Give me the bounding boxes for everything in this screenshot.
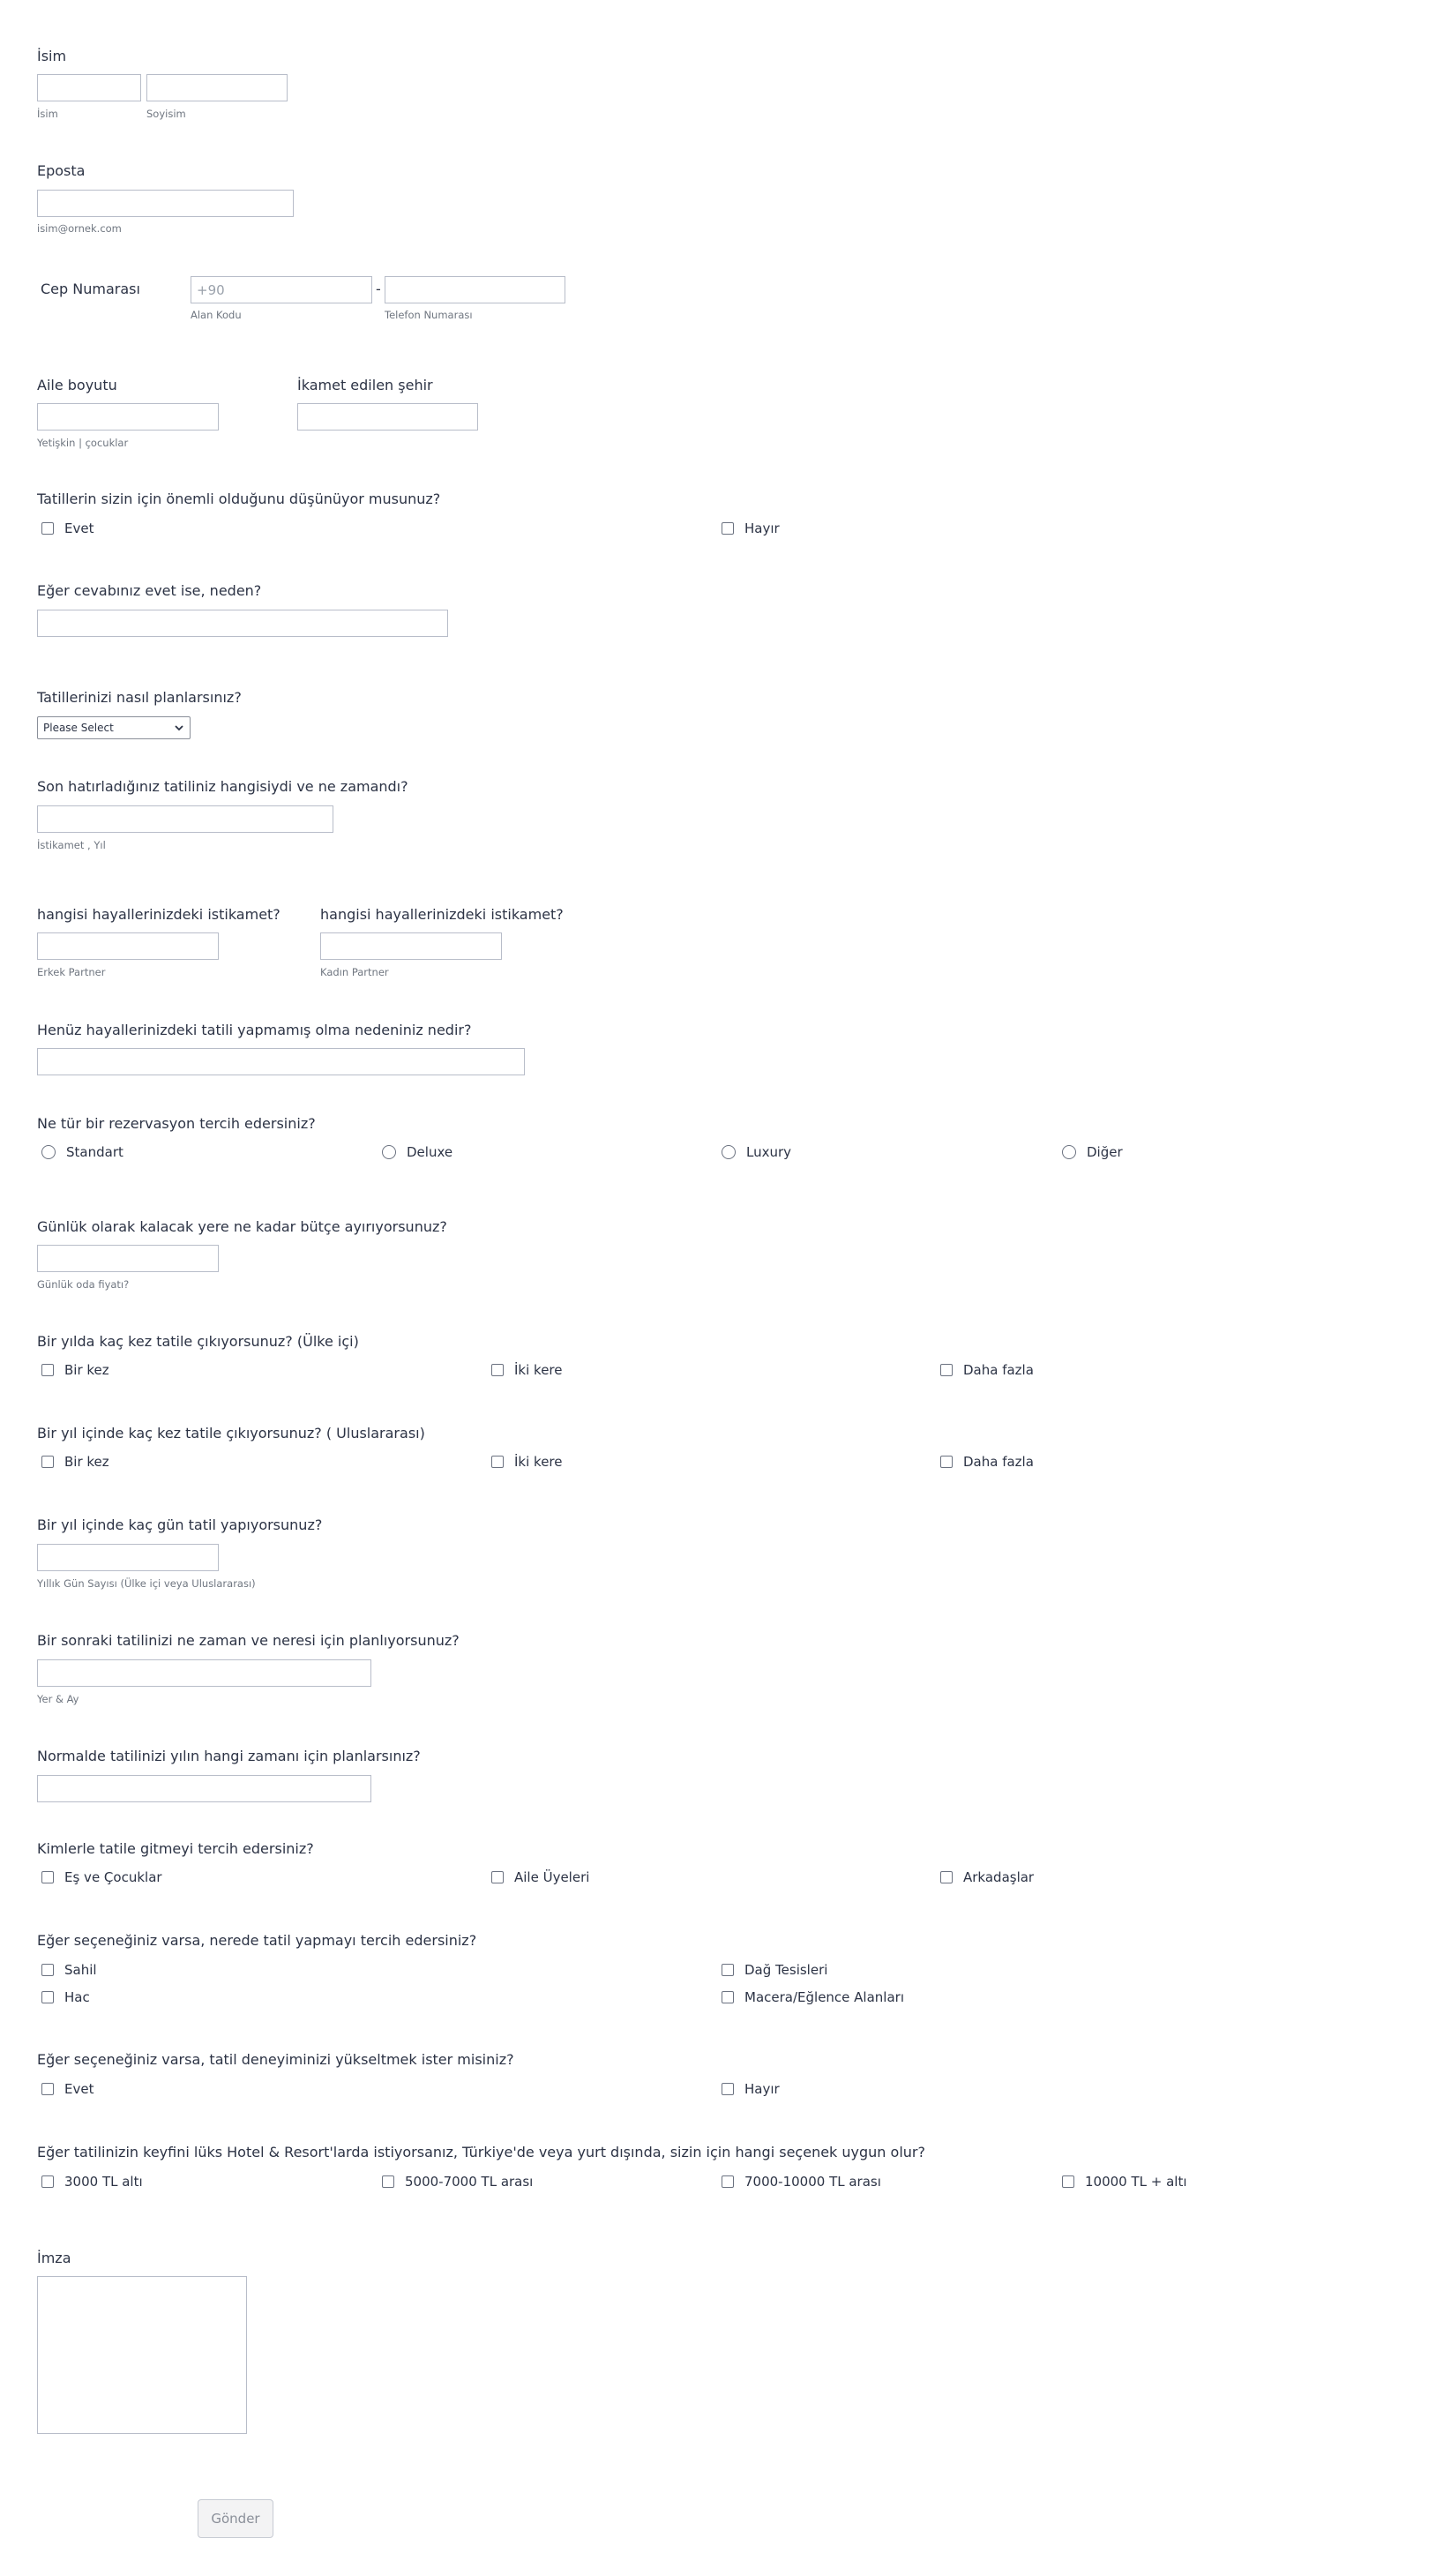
phone-area-code-input[interactable] (191, 276, 372, 303)
signature-pad[interactable] (37, 2276, 247, 2434)
important-option-yes[interactable]: Evet (41, 519, 93, 538)
plan-select-value: Please Select (43, 722, 114, 734)
submit-button[interactable]: Gönder (198, 2499, 273, 2538)
checkbox-icon[interactable] (41, 1991, 54, 2003)
dream-male-input[interactable] (37, 932, 219, 960)
checkbox-icon[interactable] (940, 1456, 953, 1468)
budget-input[interactable] (37, 1245, 219, 1272)
radio-icon[interactable] (382, 1145, 396, 1159)
checkbox-icon[interactable] (722, 2083, 734, 2095)
domestic-option-once[interactable]: Bir kez (41, 1360, 109, 1380)
signature-label: İmza (37, 2250, 71, 2266)
upgrade-option-yes[interactable]: Evet (41, 2079, 93, 2099)
first-name-input[interactable] (37, 74, 141, 101)
international-question-label: Bir yıl içinde kaç kez tatile çıkıyorsunuz? ( Uluslararası) (37, 1425, 425, 1442)
luxury-option-7000-10000[interactable]: 7000-10000 TL arası (722, 2172, 881, 2191)
reservation-option-other[interactable]: Diğer (1062, 1142, 1123, 1162)
dream-female-input[interactable] (320, 932, 502, 960)
checkbox-icon[interactable] (41, 2083, 54, 2095)
reason-input[interactable] (37, 1048, 525, 1075)
dream-female-sublabel: Kadın Partner (320, 966, 389, 978)
email-field[interactable] (37, 190, 294, 217)
domestic-option-twice[interactable]: İki kere (491, 1360, 563, 1380)
family-size-input[interactable] (37, 403, 219, 431)
next-vacation-label: Bir sonraki tatilinizi ne zaman ve neresi için planlıyorsunuz? (37, 1632, 460, 1649)
plan-question-label: Tatillerinizi nasıl planlarsınız? (37, 689, 242, 706)
where-question-label: Eğer seçeneğiniz varsa, nerede tatil yapmayı tercih edersiniz? (37, 1932, 477, 1949)
companions-option-family[interactable]: Aile Üyeleri (491, 1868, 589, 1887)
international-option-once[interactable]: Bir kez (41, 1452, 109, 1471)
upgrade-option-no[interactable]: Hayır (722, 2079, 780, 2099)
checkbox-icon[interactable] (1062, 2175, 1074, 2188)
email-sublabel: isim@ornek.com (37, 222, 122, 235)
days-input[interactable] (37, 1544, 219, 1571)
name-label: İsim (37, 48, 67, 64)
season-question-label: Normalde tatilinizi yılın hangi zamanı için planlarsınız? (37, 1748, 421, 1764)
where-option-adventure[interactable]: Macera/Eğlence Alanları (722, 1988, 904, 2007)
important-option-no[interactable]: Hayır (722, 519, 780, 538)
checkbox-icon[interactable] (722, 2175, 734, 2188)
where-option-mountain[interactable]: Dağ Tesisleri (722, 1960, 827, 1980)
checkbox-icon[interactable] (722, 1991, 734, 2003)
checkbox-icon[interactable] (41, 2175, 54, 2188)
luxury-question-label: Eğer tatilinizin keyfini lüks Hotel & Resort'larda istiyorsanız, Türkiye'de veya yurt dışında, sizin için hangi seçenek uygun olur? (37, 2144, 925, 2160)
last-name-input[interactable] (146, 74, 288, 101)
checkbox-icon[interactable] (940, 1364, 953, 1376)
days-question-label: Bir yıl içinde kaç gün tatil yapıyorsunuz? (37, 1516, 323, 1533)
reservation-option-standart[interactable]: Standart (41, 1142, 123, 1162)
where-option-pilgrimage[interactable]: Hac (41, 1988, 90, 2007)
phone-number-sublabel: Telefon Numarası (385, 309, 473, 321)
checkbox-icon[interactable] (491, 1871, 504, 1883)
radio-icon[interactable] (722, 1145, 736, 1159)
checkbox-icon[interactable] (722, 1964, 734, 1976)
family-size-sublabel: Yetişkin | çocuklar (37, 437, 129, 449)
phone-dash: - (376, 281, 381, 297)
city-label: İkamet edilen şehir (297, 377, 433, 393)
first-name-sublabel: İsim (37, 108, 58, 120)
city-input[interactable] (297, 403, 478, 431)
why-question-label: Eğer cevabınız evet ise, neden? (37, 582, 262, 599)
reason-question-label: Henüz hayallerinizdeki tatili yapmamış olma nedeniniz nedir? (37, 1022, 472, 1038)
checkbox-icon[interactable] (41, 1964, 54, 1976)
last-vacation-input[interactable] (37, 805, 333, 833)
domestic-question-label: Bir yılda kaç kez tatile çıkıyorsunuz? (Ülke içi) (37, 1333, 359, 1350)
checkbox-icon[interactable] (41, 1871, 54, 1883)
companions-option-friends[interactable]: Arkadaşlar (940, 1868, 1034, 1887)
reservation-option-luxury[interactable]: Luxury (722, 1142, 791, 1162)
chevron-down-icon (174, 723, 184, 733)
checkbox-icon[interactable] (491, 1456, 504, 1468)
luxury-option-10000-plus[interactable]: 10000 TL + altı (1062, 2172, 1187, 2191)
budget-sublabel: Günlük oda fiyatı? (37, 1278, 130, 1291)
luxury-option-5000-7000[interactable]: 5000-7000 TL arası (382, 2172, 533, 2191)
dream-male-sublabel: Erkek Partner (37, 966, 106, 978)
luxury-option-under-3000[interactable]: 3000 TL altı (41, 2172, 143, 2191)
family-size-label: Aile boyutu (37, 377, 117, 393)
international-option-twice[interactable]: İki kere (491, 1452, 563, 1471)
phone-label: Cep Numarası (41, 281, 140, 297)
why-input[interactable] (37, 610, 448, 637)
checkbox-icon[interactable] (491, 1364, 504, 1376)
dream-male-label: hangisi hayallerinizdeki istikamet? (37, 906, 280, 923)
email-label: Eposta (37, 162, 86, 179)
phone-number-input[interactable] (385, 276, 565, 303)
phone-area-sublabel: Alan Kodu (191, 309, 242, 321)
important-question-label: Tatillerin sizin için önemli olduğunu düşünüyor musunuz? (37, 490, 441, 507)
checkbox-icon[interactable] (722, 522, 734, 535)
last-name-sublabel: Soyisim (146, 108, 186, 120)
last-vacation-sublabel: İstikamet , Yıl (37, 839, 106, 851)
companions-option-spouse-kids[interactable]: Eş ve Çocuklar (41, 1868, 162, 1887)
next-vacation-input[interactable] (37, 1659, 371, 1687)
last-vacation-label: Son hatırladığınız tatiliniz hangisiydi ve ne zamandı? (37, 778, 408, 795)
checkbox-icon[interactable] (382, 2175, 394, 2188)
checkbox-icon[interactable] (41, 1364, 54, 1376)
upgrade-question-label: Eğer seçeneğiniz varsa, tatil deneyiminizi yükseltmek ister misiniz? (37, 2051, 514, 2068)
next-vacation-sublabel: Yer & Ay (37, 1693, 79, 1705)
international-option-more[interactable]: Daha fazla (940, 1452, 1034, 1471)
budget-question-label: Günlük olarak kalacak yere ne kadar bütçe ayırıyorsunuz? (37, 1218, 447, 1235)
domestic-option-more[interactable]: Daha fazla (940, 1360, 1034, 1380)
radio-icon[interactable] (41, 1145, 56, 1159)
reservation-question-label: Ne tür bir rezervasyon tercih edersiniz? (37, 1115, 316, 1132)
where-option-beach[interactable]: Sahil (41, 1960, 97, 1980)
checkbox-icon[interactable] (940, 1871, 953, 1883)
companions-question-label: Kimlerle tatile gitmeyi tercih edersiniz? (37, 1840, 314, 1857)
plan-select[interactable] (37, 716, 191, 739)
season-input[interactable] (37, 1775, 371, 1802)
reservation-option-deluxe[interactable]: Deluxe (382, 1142, 452, 1162)
days-sublabel: Yıllık Gün Sayısı (Ülke içi veya Uluslararası) (37, 1577, 256, 1590)
radio-icon[interactable] (1062, 1145, 1076, 1159)
checkbox-icon[interactable] (41, 522, 54, 535)
checkbox-icon[interactable] (41, 1456, 54, 1468)
dream-female-label: hangisi hayallerinizdeki istikamet? (320, 906, 564, 923)
